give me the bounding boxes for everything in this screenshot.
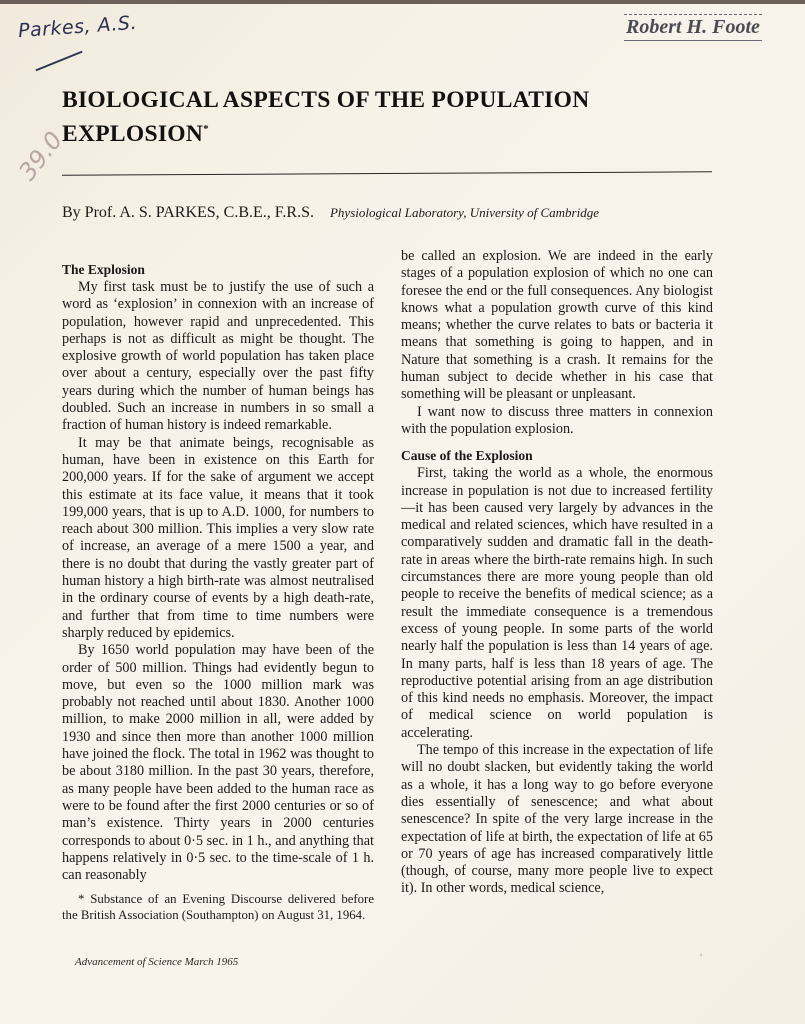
paragraph: My first task must be to justify the use of such a word as ‘explosion’ in connexion with an increase of population, however rapid and unprecedented. This perhaps is not as difficult as might be thought. The explosive growth of world population has taken place over about a century, especially over the past fifty years during which the number of human beings has doubled. Such an increase in numbers in so small a fraction of human history is indeed remarkable. <box>62 279 374 434</box>
title-text: BIOLOGICAL ASPECTS OF THE POPULATION EXPLOSION <box>62 87 590 147</box>
section-heading: Cause of the Explosion <box>401 448 533 464</box>
paper-speck: , <box>700 947 703 957</box>
handwritten-dash <box>35 51 82 72</box>
paragraph: The tempo of this increase in the expectation of life will no doubt slacken, but evidently taking the world as a whole, it has a long way to go before everyone dies essentially of senescence; and what about senescence? In spite of the very large increase in the expectation of life at birth, the expectation of life at 65 or 70 years of age has increased comparatively little (though, of course, many more people live to expect it). In other words, medical science, <box>401 742 713 897</box>
affiliation: Physiological Laboratory, University of Cambridge <box>329 205 599 220</box>
owner-stamp: Robert H. Foote <box>624 14 762 41</box>
handwritten-author-note: Parkes, A.S. <box>17 11 138 43</box>
byline <box>62 204 599 222</box>
article-title <box>62 86 682 149</box>
title-footnote-mark: * <box>203 123 209 135</box>
section-heading: The Explosion <box>62 262 145 277</box>
handwritten-number: 39.0 <box>13 126 69 186</box>
paragraph: It may be that animate beings, recognisable as human, have been in existence on this Earth for 200,000 years. If for the sake of argument we accept this estimate at its face value, it means that it took 199,000 years, that is up to A.D. 1000, for numbers to reach about 300 million. This implies a very slow rate of increase, an average of a mere 1500 a year, and there is no doubt that during the vastly greater part of human history a high birth-rate was almost neutralised in the ordinary course of events by a high death-rate, and further that from time to time numbers were sharply reduced by epidemics. <box>62 434 374 641</box>
left-column <box>62 261 374 923</box>
footnote: * Substance of an Evening Discourse delivered before the British Association (Southampton) on August 31, 1964. <box>62 892 374 923</box>
author: By Prof. A. S. PARKES, C.B.E., F.R.S. <box>62 204 314 221</box>
paragraph: I want now to discuss three matters in connexion with the population explosion. <box>401 403 713 437</box>
paragraph: be called an explosion. We are indeed in the early stages of a population explosion of which no one can foresee the end or the full consequences. Any biologist knows what a population growth curve of this kind means; whether the curve relates to bats or bacteria it means that something is going to happen, and in Nature that something is a crash. It remains for the human subject to decide whether in his case that something will be pleasant or unpleasant. <box>401 248 713 403</box>
paragraph: First, taking the world as a whole, the enormous increase in population is not due to increased fertility—it has been caused very largely by advances in the medical and related sciences, which have resulted in a comparatively sudden and dramatic fall in the death-rate in areas where the birth-rate remains high. In such circumstances there are more young people than old people to receive the benefits of medical science; as a result the immediate consequence is a tremendous excess of young people. In some parts of the world nearly half the population is less than 14 years of age. In many parts, half is less than 18 years of age. The reproductive potential arising from an age distribution of this kind needs no emphasis. Moreover, the impact of medical science on world population is accelerating. <box>401 465 713 741</box>
page-top-edge <box>0 0 805 4</box>
journal-footer: Advancement of Science March 1965 <box>75 956 239 968</box>
title-rule <box>62 171 712 175</box>
paragraph: By 1650 world population may have been of the order of 500 million. Things had evidently begun to move, but even so the 1000 million mark was probably not reached until about 1830. Another 1000 million, to make 2000 million in all, were added by 1930 and since then more than another 1000 million have joined the flock. The total in 1962 was thought to be about 3180 million. In the past 30 years, therefore, as many people have been added to the human race as were to be found after the first 2000 centuries or so of man’s existence. Thirty years in 2000 centuries corresponds to about 0·5 sec. in 1 h., and anything that happens relatively in 0·5 sec. to the time-scale of 1 h. can reasonably <box>62 642 374 884</box>
right-column <box>401 248 713 898</box>
